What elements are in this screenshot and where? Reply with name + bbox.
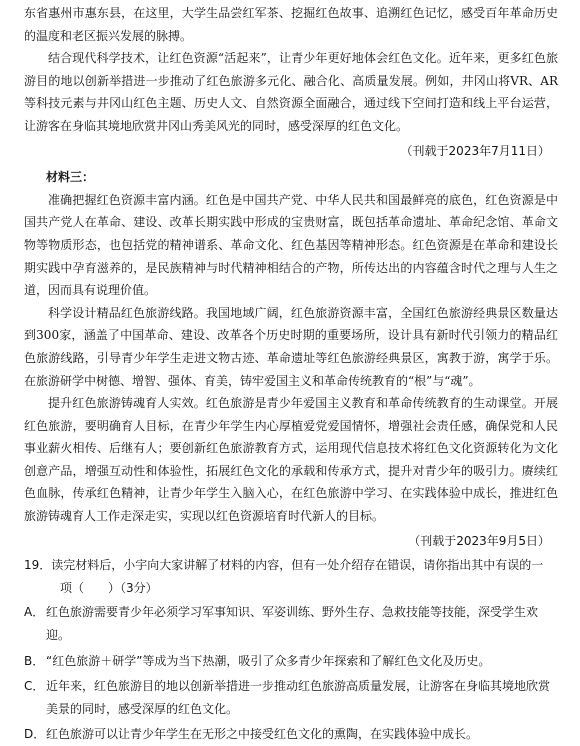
option-letter: A．	[24, 605, 45, 620]
option-text: 红色旅游可以让青少年学生在无形之中接受红色文化的熏陶，在实践体验中成长。	[46, 727, 479, 742]
material2-paragraph-tech: 结合现代科学技术，让红色资源“活起来”，让青少年更好地体会红色文化。近年来，更多红色旅游目的地以创新举措进一步推动了红色旅游多元化、融合化、高质量发展。例如，井冈山将VR、AR等科技元素与井冈山红色主题、历史人文、自然资源全面融合，通过线下空间打造和线上平台运营，让游客在身临其境地欣赏井冈山秀美风光的同时，感受深厚的红色文化。	[24, 51, 558, 133]
material3-paragraph-3: 提升红色旅游铸魂育人实效。红色旅游是青少年爱国主义教育和革命传统教育的生动课堂。开展红色旅游，要明确育人目标，在青少年学生内心厚植爱党爱国情怀，增强社会责任感，确保党和人民事业薪火相传、后继有人；要创新红色旅游教育方式，运用现代信息技术将红色文化资源转化为文化创意产品，增强互动性和体验性，拓展红色文化的承载和传承方式，提升对青少年的吸引力。赓续红色血脉，传承红色精神，让青少年学生入脑入心，在红色旅游中学习、在实践体验中成长，推进红色旅游铸魂育人工作走深走实，实现以红色资源培育时代新人的目标。	[24, 396, 558, 524]
option-a	[24, 601, 558, 646]
option-text: 红色旅游需要青少年必须学习军事知识、军姿训练、野外生存、急救技能等技能，深受学生欢迎。	[46, 605, 539, 643]
material3-paragraph-1: 准确把握红色资源丰富内涵。红色是中国共产党、中华人民共和国最鲜亮的底色，红色资源是中国共产党人在革命、建设、改革长期实践中形成的宝贵财富，既包括革命遗址、革命纪念馆、革命文物等物质形态，也包括党的精神谱系、革命文化、红色基因等精神形态。红色资源是在革命和建设长期实践中孕育滋养的，是民族精神与时代精神相结合的产物，所传达出的内容蕴含时代之理与人生之道，因而具有说理价值。	[24, 192, 558, 298]
answer-options	[24, 601, 558, 746]
question-19	[24, 554, 558, 599]
material3-paragraph-2: 科学设计精品红色旅游线路。我国地域广阔，红色旅游资源丰富，全国红色旅游经典景区数量达到300家，涵盖了中国革命、建设、改革各个历史时期的重要场所，设计具有新时代引领力的精品红色旅游线路，引导青少年学生走进文物古迹、革命遗址等红色旅游经典景区，寓教于游，寓学于乐。在旅游研学中树德、增智、强体、育美，铸牢爱国主义和革命传统教育的“根”与“魂”。	[24, 305, 558, 388]
option-text: “红色旅游＋研学”等成为当下热潮，吸引了众多青少年探索和了解红色文化及历史。	[46, 653, 491, 668]
option-letter: B．	[24, 653, 45, 668]
material2-paragraph-end: 东省惠州市惠东县，在这里，大学生品尝红军茶、挖掘红色故事、追溯红色记忆，感受百年革命历史的温度和老区振兴发展的脉搏。	[24, 6, 558, 43]
material3-heading: 材料三：	[46, 170, 95, 185]
option-text: 近年来，红色旅游目的地以创新举措进一步推动红色旅游高质量发展，让游客在身临其境地欣赏美景的同时，感受深厚的红色文化。	[46, 679, 551, 716]
option-b	[24, 650, 558, 673]
material2-source: （刊载于2023年7月11日）	[400, 143, 550, 158]
question-stem: 19．读完材料后，小宇向大家讲解了材料的内容，但有一处介绍存在错误，请你指出其中有误的一	[24, 558, 544, 573]
option-letter: D．	[24, 727, 46, 742]
material3-source: （刊载于2023年9月5日）	[408, 533, 550, 548]
question-stem-continued: 项（ ）（3分）	[60, 580, 158, 595]
option-letter: C．	[24, 679, 45, 694]
option-c	[24, 675, 558, 720]
